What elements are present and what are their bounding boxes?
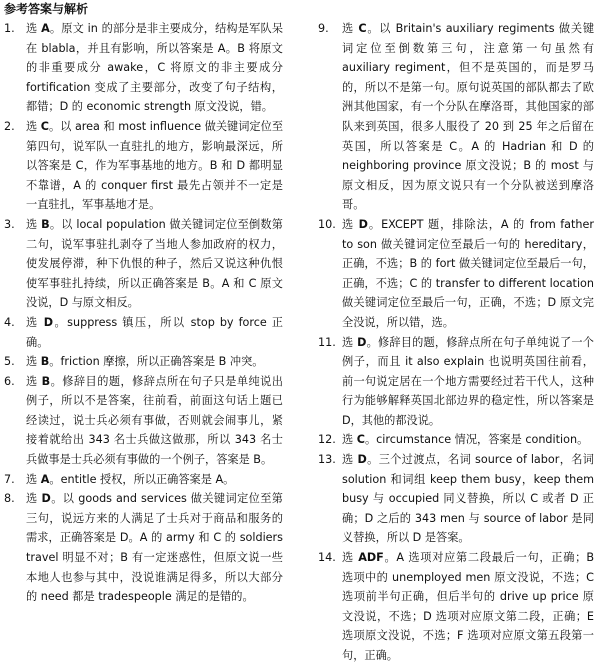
item-answer: B [40,355,50,369]
item-lead: 选 [26,315,44,329]
item-answer: D [357,453,367,467]
item-number: 4. [4,315,15,329]
item-number: 12. [318,433,336,447]
item-explanation: 。A 选项对应第二段最后一句，正确；B 选项中的 unemployed men 原文没说，不选；C 选项前半句正确，但后半句的 drive up price 原文没说，不选；D 选项对应原文第二段，正确；E 选项原文没说，不选；F 选项对应原文第五段第一句，正确。 [342,551,594,662]
answer-item [320,333,594,431]
item-number: 9. [318,22,329,35]
item-number: 10. [318,217,336,231]
item-lead: 选 [26,472,41,486]
item-answer: D [357,335,367,349]
item-lead: 选 [342,433,357,447]
item-answer: D [43,315,54,329]
item-answer: C [358,22,367,35]
answer-item [320,215,594,333]
answer-item [4,352,283,372]
answer-item [320,19,594,215]
answer-list-right [320,19,594,666]
item-answer: C [40,119,49,133]
item-explanation: 。suppress 镇压，所以 stop by force 正确。 [26,315,283,349]
page-title: 参考答案与解析 [4,2,89,16]
item-answer: D [358,217,368,231]
answer-item [4,470,283,490]
item-answer: B [41,217,50,231]
answer-item [4,215,283,313]
item-number: 5. [4,355,15,369]
answer-item [4,19,283,117]
item-number: 11. [318,335,336,349]
item-lead: 选 [26,217,42,231]
item-explanation: 。以 goods and services 做关键词定位至第三句，说远方来的人满足了士兵对于商品和服务的需求，正确答案是 D。A 的 army 和 C 的 soldiers travel 明显不对；B 有一定迷惑性，但原文说一些本地人也参与其中，没说谁满足得多，所以大部分的 need 都是 tradespeople 满足的是错的。 [26,492,283,604]
item-number: 8. [4,492,15,506]
item-answer: D [41,492,51,506]
item-explanation: 。以 local population 做关键词定位至倒数第二句，说军事驻扎剥夺了当地人参加政府的权力，使发展停滞，种下仇恨的种子，然后又说这种仇恨使军事驻扎持续，所以正确答案是 B。A 和 C 原文没说，D 与原文相反。 [26,217,283,310]
item-explanation: 。原文 in 的部分是非主要成分，结构是军队呆在 blabla，并且有影响，所以答案是 A。B 将原文的非重要成分 awake，C 将原文的非主要成分 fortification 变成了主要部分，改变了句子结构，都错；D 的 economic strength 原文没说，错。 [26,22,284,114]
item-lead: 选 [342,453,358,467]
answer-item [4,313,283,352]
item-answer: A [41,22,50,35]
item-number: 13. [318,453,336,467]
item-answer: B [41,374,51,388]
item-explanation: 。三个过渡点，名词 source of labor，名词 solution 和词组 keep them busy，keep them busy 与 occupied 同义替换，所以 C 或者 D 正确；D 之后的 343 men 与 source of labor 是同义替换，所以 D 是答案。 [342,453,594,545]
item-explanation: 。修辞目的题，修辞点所在句子单纯说了一个例子，而且 it also explain 也说明英国往前看，前一句说定居在一个地方需要经过若干代人，这种行为能够解释英国北部边界的稳定性，所以答案是 D，其他的都没说。 [342,335,594,427]
item-explanation: 。EXCEPT 题，排除法，A 的 from father to son 做关键词定位至最后一句的 hereditary，正确，不选；B 的 fort 做关键词定位至最后一句，正确，不选；C 的 transfer to different location 做关键词定位至最后一句，正确，不选；D 原文完全没说，所以错，选。 [342,217,594,329]
item-lead: 选 [26,119,41,133]
item-lead: 选 [26,355,41,369]
item-explanation: 。circumstance 情况，答案是 condition。 [364,433,589,447]
item-number: 7. [4,472,15,486]
item-explanation: 。以 Britain's auxiliary regiments 做关键词定位至倒数第三句，注意第一句虽然有 auxiliary regiment，但不是英国的，而是罗马的，所以不是第一句。原句说英国的部队都去了欧洲其他国家，有一个分队在摩洛哥，其他国家的部队来到英国，很多人服役了 20 到 25 年之后留在英国，所以答案是 C。A 的 Hadrian 和 D 的 neighboring province 原文没说；B 的 most 与原文相反，因为原文说只有一个分队被送到摩洛哥。 [342,22,595,212]
item-lead: 选 [342,335,358,349]
answer-item [4,372,283,470]
answer-item [320,450,594,548]
item-answer: A [40,472,50,486]
answer-item [320,430,594,450]
answer-list-left [4,19,283,607]
item-number: 3. [4,217,15,231]
item-explanation: 。修辞目的题，修辞点所在句子只是单纯说出例子，所以不是答案，往前看，前面这句话上题已经读过，说士兵必须有事做，否则就会闹事儿，紧接着就给出 343 名士兵做这做那，所以 343 名士兵做事是士兵必须有事做的一个例子，答案是 B。 [26,374,283,467]
item-explanation: 。friction 摩擦，所以正确答案是 B 冲突。 [49,355,264,369]
item-number: 1. [4,22,15,35]
item-number: 6. [4,374,15,388]
item-lead: 选 [26,492,42,506]
answer-item [320,548,594,666]
item-answer: C [356,433,365,447]
answer-item [4,117,283,215]
item-lead: 选 [342,22,359,35]
item-number: 14. [318,551,336,565]
item-explanation: 。entitle 授权，所以正确答案是 A。 [49,472,235,486]
answer-item [4,489,283,607]
item-answer: ADF [358,551,384,565]
item-number: 2. [4,119,15,133]
item-explanation: 。以 area 和 most influence 做关键词定位至第四句，说军队一直驻扎的地方，影响最深远，所以答案是 C，作为军事基地的地方。B 和 D 都明显不靠谱，A 的 conquer first 最先占领并不一定是一直驻扎，军事基地才是。 [26,119,284,212]
item-lead: 选 [26,22,42,35]
item-lead: 选 [342,551,359,565]
item-lead: 选 [26,374,42,388]
item-lead: 选 [342,217,359,231]
